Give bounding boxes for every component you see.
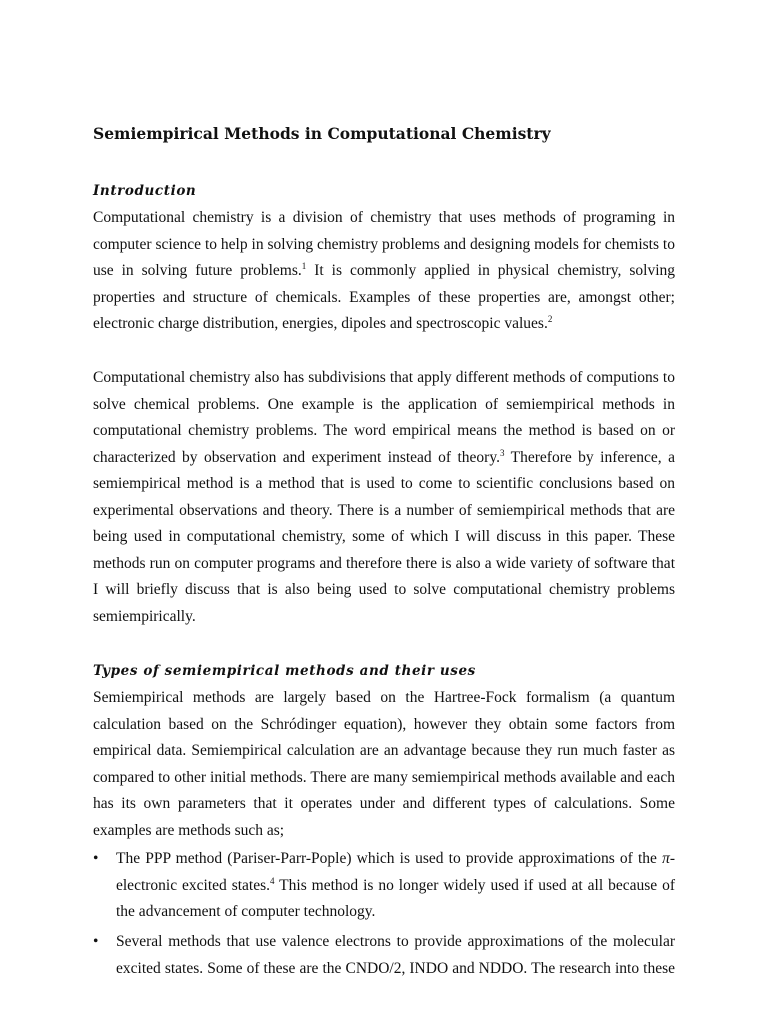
footnote-ref-3: 3 [499,447,505,458]
text-line: The PPP method (Pariser-Parr-Pople) which is used to provide approximations of the π- [116,850,675,867]
text-line: the advancement of computer technology. [116,903,376,920]
text-line: semiempirically. [93,607,196,625]
types-paragraph [93,685,675,844]
text-line: Computational chemistry also has subdivisions that apply different methods of computions to [93,369,675,386]
footnote-ref-1: 1 [301,261,307,271]
text-line: experimental observations and theory. There is a number of semiempirical methods that are [93,501,675,519]
text-line: computational chemistry problems. The word empirical means the method is based on or [93,422,675,439]
text-line: use in solving future problems.$^1$ It is commonly applied in physical chemistry, solving [93,261,675,279]
text-line: compared to other initial methods. There are many semiempirical methods available and each [93,768,675,786]
text-line: empirical data. Semiempirical calculation are an advantage because they run much faster as [93,742,675,759]
text-line: has its own parameters that it operates under and different types of calculations. Some [93,795,675,812]
bullet-text [116,846,675,926]
types-heading: Types of semiempirical methods and their uses [93,663,476,679]
text-line: I will briefly discuss that is also being used to solve computational chemistry problems [93,581,675,598]
text-line: solve chemical problems. One example is the application of semiempirical methods in [93,395,675,413]
pi-symbol: π [662,850,670,867]
text-line: properties and structure of chemicals. Examples of these properties are, amongst other; [93,288,675,306]
intro-paragraph-1 [93,205,675,338]
text-line: computer science to help in solving chemistry problems and designing models for chemists to [93,235,675,253]
bullet-icon: • [93,933,99,950]
bullet-text [116,929,675,982]
text-line: Semiempirical methods are largely based on the Hartree-Fock formalism (a quantum [93,689,675,706]
text-line: electronic charge distribution, energies, dipoles and spectroscopic values.$^2$ [93,314,553,332]
bullet-icon: • [93,850,99,867]
document-title: Semiempirical Methods in Computational Chemistry [93,124,551,143]
introduction-heading: Introduction [93,183,197,199]
text-line: characterized by observation and experiment instead of theory.$^3$ Therefore by inference, a [93,447,675,466]
text-line: semiempirical method is a method that is used to come to scientific conclusions based on [93,475,675,492]
text-line: excited states. Some of these are the CNDO/2, INDO and NDDO. The research into these [116,959,675,977]
intro-paragraph-2 [93,365,675,630]
text-line: Several methods that use valence electrons to provide approximations of the molecular [116,933,675,950]
text-line: calculation based on the Schródinger equation), however they obtain some factors from [93,715,675,733]
footnote-ref-2: 2 [547,314,553,324]
text-line: examples are methods such as; [93,821,285,839]
text-line: Computational chemistry is a division of chemistry that uses methods of programing in [93,209,675,226]
text-line: being used in computational chemistry, some of which I will discuss in this paper. These [93,528,675,545]
text-line: methods run on computer programs and therefore there is also a wide variety of software that [93,554,675,572]
footnote-ref-4: 4 [270,875,275,886]
text-line: electronic excited states.$^4$ This method is no longer widely used if used at all because of [116,875,675,894]
